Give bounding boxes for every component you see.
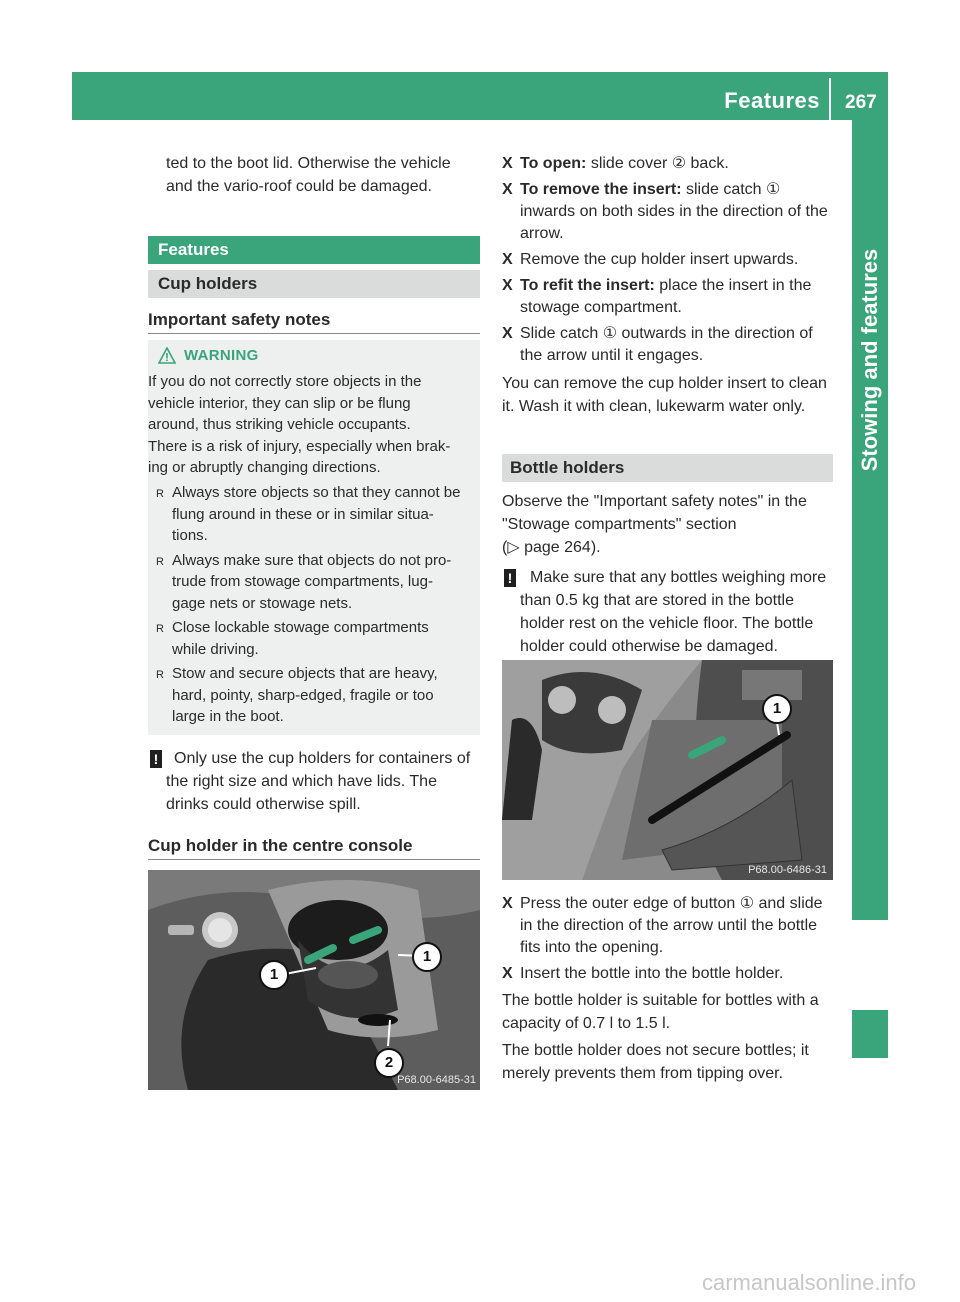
note-icon: ! xyxy=(150,750,162,769)
bottle-title: Bottle holders xyxy=(510,458,625,477)
step-arrow-icon: X xyxy=(502,155,513,172)
page-number: 267 xyxy=(845,92,877,113)
subsection-title: Cup holders xyxy=(158,274,258,293)
list-item: X Press the outer edge of button ① and slide in the direction of the arrow until the bottle fits into the opening. xyxy=(502,895,823,956)
list-item: R Close lockable stowage compartments while driving. xyxy=(156,619,429,658)
subsection-band-cup-holders xyxy=(148,270,480,298)
step-arrow-icon: X xyxy=(502,277,513,294)
header-divider xyxy=(829,78,831,120)
note-line: Make sure that any bottles weighing more xyxy=(530,569,827,586)
warning-line: ing or abruptly changing directions. xyxy=(148,459,381,476)
photo-code: P68.00-6485-31 xyxy=(397,1074,476,1086)
console-heading: Cup holder in the centre console xyxy=(148,836,413,855)
bullet-icon: R xyxy=(156,623,164,635)
capacity-line: capacity of 0.7 l to 1.5 l. xyxy=(502,1015,671,1032)
secure-line: merely prevents them from tipping over. xyxy=(502,1065,784,1082)
section-title: Features xyxy=(158,240,229,259)
warning-bullets xyxy=(148,482,480,728)
heading-rule xyxy=(148,859,480,860)
warning-box xyxy=(148,340,480,735)
side-tab-marker xyxy=(852,1010,888,1058)
intro-line-2: and the vario-roof could be damaged. xyxy=(166,178,432,195)
secure-line: The bottle holder does not secure bottles; it xyxy=(502,1042,809,1059)
callout-1: 1 xyxy=(412,942,442,972)
note-icon: ! xyxy=(504,569,516,588)
bullet-icon: R xyxy=(156,488,164,500)
steps-top xyxy=(502,153,842,367)
warning-icon xyxy=(158,347,176,369)
list-item: R Stow and secure objects that are heavy, hard, pointy, sharp-edged, fragile or too large in the boot. xyxy=(156,665,438,725)
capacity-line: The bottle holder is suitable for bottles with a xyxy=(502,992,819,1009)
warning-title: WARNING xyxy=(184,347,259,364)
list-item: R Always make sure that objects do not pro- trude from stowage compartments, lug- gage nets or stowage nets. xyxy=(156,551,452,612)
intro-line-1: ted to the boot lid. Otherwise the vehicle xyxy=(166,155,451,172)
safety-heading: Important safety notes xyxy=(148,310,331,329)
note-line: holder rest on the vehicle floor. The bottle xyxy=(520,615,814,632)
list-item: X Insert the bottle into the bottle holder. xyxy=(502,963,842,985)
subsection-band-bottle-holders xyxy=(502,454,833,482)
list-item: X Slide catch ① outwards in the direction of the arrow until it engages. xyxy=(502,325,813,364)
photo-code: P68.00-6486-31 xyxy=(748,864,827,876)
warning-text xyxy=(148,371,450,479)
list-item: X To open: slide cover ② back. xyxy=(502,153,842,175)
note-line: drinks could otherwise spill. xyxy=(166,796,361,813)
list-item: X To remove the insert: slide catch ① inwards on both sides in the direction of the arrow. xyxy=(502,181,828,242)
observe-line: "Stowage compartments" section xyxy=(502,516,737,533)
callout-2: 2 xyxy=(374,1048,404,1078)
cup-holder-photo xyxy=(148,870,480,1090)
step-arrow-icon: X xyxy=(502,965,513,982)
note-line: Only use the cup holders for containers of xyxy=(174,750,471,767)
section-band-features xyxy=(148,236,480,264)
warning-line: vehicle interior, they can slip or be flung xyxy=(148,394,411,412)
step-arrow-icon: X xyxy=(502,895,513,912)
steps-bottom xyxy=(502,893,842,985)
heading-rule xyxy=(148,333,480,334)
step-arrow-icon: X xyxy=(502,251,513,268)
bottle-holder-photo xyxy=(502,660,833,880)
footer-watermark[interactable]: carmanualsonline.info xyxy=(701,1270,916,1295)
callout-1: 1 xyxy=(259,960,289,990)
note-line: the right size and which have lids. The xyxy=(166,773,437,790)
list-item: X To refit the insert: place the insert in the stowage compartment. xyxy=(502,277,812,316)
clean-line: it. Wash it with clean, lukewarm water only. xyxy=(502,398,806,415)
step-arrow-icon: X xyxy=(502,181,513,198)
step-arrow-icon: X xyxy=(502,325,513,342)
warning-line: If you do not correctly store objects in the xyxy=(148,373,422,390)
list-item: X Remove the cup holder insert upwards. xyxy=(502,249,842,271)
note-line: holder could otherwise be damaged. xyxy=(520,638,778,655)
bullet-icon: R xyxy=(156,669,164,681)
observe-line: Observe the "Important safety notes" in the xyxy=(502,493,807,510)
clean-line: You can remove the cup holder insert to clean xyxy=(502,375,827,392)
warning-line: around, thus striking vehicle occupants. xyxy=(148,416,411,433)
list-item: R Always store objects so that they cannot be flung around in these or in similar situa- tions. xyxy=(156,484,461,544)
page-reference-link[interactable]: (▷ page 264). xyxy=(502,539,601,556)
note-line: than 0.5 kg that are stored in the bottle xyxy=(520,592,794,609)
bullet-icon: R xyxy=(156,555,164,568)
side-tab-label: Stowing and features xyxy=(857,248,882,472)
warning-line: There is a risk of injury, especially when brak- xyxy=(148,437,451,455)
callout-1: 1 xyxy=(762,694,792,724)
header-title: Features xyxy=(724,88,820,113)
